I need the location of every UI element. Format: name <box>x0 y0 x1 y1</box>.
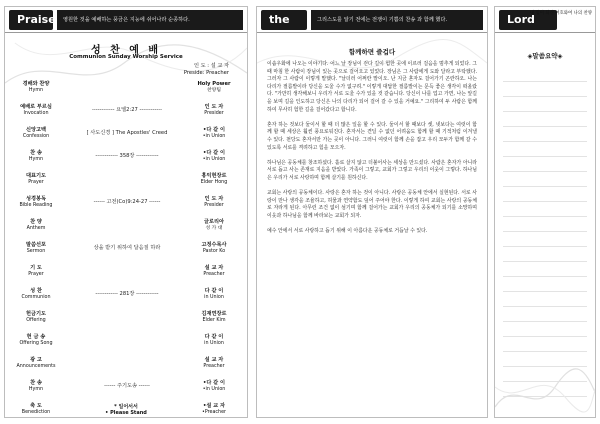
order-item-detail: ------------ 281장 ------------ <box>95 291 159 297</box>
order-item-ko: 대표기도 <box>25 173 47 179</box>
order-item-detail: ------ 고전(Co)9:24-27 ------ <box>93 199 161 205</box>
order-item-en: Hymn <box>28 156 44 162</box>
service-title-en: Communion Sunday Worship Service <box>69 54 183 60</box>
order-item-ko: 헌 금 송 <box>26 334 46 340</box>
sermon-paragraph: 혼자 하는 것보다 둘이서 할 때 더 많은 일을 할 수 있다. 둘이서 할 때보다 셋, 넷보다는 여럿이 함께 할 때 세상은 훨씬 풍요로워진다. 혼자서는 견딜 수 없던 어려움도 함께 할 때 기적처럼 이겨낼 수 있다. 천당도 혼자서만 가는 곳이 아니다. 그러니 여럿이 함께 손을 잡고 우리 모두가 함께 갈 수 있도록 서로를 격려하고 힘을 모으자. <box>267 121 477 151</box>
order-item-ko: 성 찬 <box>30 288 42 294</box>
order-item-label <box>13 173 59 186</box>
order-item-ko: 말씀선포 <box>25 242 47 248</box>
order-item-leader <box>189 357 239 370</box>
order-item-label <box>13 81 59 94</box>
order-item-ko: 헌금기도 <box>25 311 47 317</box>
order-item-en: Anthem <box>26 225 46 231</box>
order-item-en: Hymn <box>28 87 44 93</box>
order-item-label <box>13 380 59 393</box>
sermon-notes-panel <box>494 6 596 418</box>
order-leader-ko: •다 같 이 <box>203 127 225 133</box>
order-item-label <box>13 357 59 370</box>
sermon-paragraph: 예수 안에서 서로 사랑하고 돕기 위해 이 아름다운 공동체로 거듭날 수 있다. <box>267 228 428 235</box>
order-leader-ko: 홍익현장로 <box>201 173 227 179</box>
order-leader-en: Presider <box>204 202 224 208</box>
order-item-leader <box>189 334 239 347</box>
order-leader-en: •in Union <box>202 386 226 392</box>
decorative-vine-icon <box>495 347 596 417</box>
order-leader-ko: Holy Power <box>197 81 231 87</box>
order-row <box>13 380 239 403</box>
summary-heading: ◈말씀요약◈ <box>527 52 563 60</box>
praise-tag: Praise <box>9 10 53 30</box>
sermon-panel <box>256 6 488 418</box>
order-leader-en: Pastor Ko <box>202 248 226 254</box>
header-verse: 내 힘이 되신 여호와여 나의 찬양 <box>529 11 592 16</box>
order-item-ko: 경배와 찬양 <box>22 81 50 87</box>
order-item-label <box>13 150 59 163</box>
order-item-leader <box>189 288 239 301</box>
sermon-paragraph: 교회는 사랑의 공동체이다. 사랑은 혼자 하는 것이 아니다. 사랑은 공동체 안에서 실현된다. 서로 사랑이 만나 생각을 조율하고, 허물과 연약함도 덮어 주어야 한다. 이렇게 하여 교회는 사랑의 공동체로 자라게 된다. 아무런 조건 없이 섬기며 함께 걸어가는 교회가 우리의 공동체가 되기를 소망하며 이웃과 하나님을 함께 바라보는 교회가 되자. <box>267 190 477 219</box>
order-row <box>13 81 239 104</box>
order-row <box>13 357 239 380</box>
sermon-paragraph: 이솝우화에 나오는 이야기다. 어느 날 장님이 걷다 길이 험한 곳에 이르러 걸음을 멈추게 되었다. 그때 마침 한 사람이 장님이 있는 곳으로 걸어오고 있었다. 장님은 그 사람에게 도와 달라고 부탁했다. 그러자 그 사람이 이렇게 말했다. "날더러 어쩌란 말이오. 난 지금 혼자도 걸어가기 곤란하오. 나는 다리가 절름발이라 당신을 도울 수가 없구려." 이렇게 대답한 절름발이는 문득 좋은 생각이 떠올랐다. "가만히 생각해보니 우리가 서로 도울 수가 있을 것 같습니다. 당신이 나를 업고 가면, 나는 앞길을 보며 길을 인도하고 당신은 나의 다리가 되어 걸어 갈 수 있을 거예요." 그리하여 두 사람은 함께하여 무사히 험한 길을 걸어갔다고 합니다. <box>267 61 477 113</box>
order-item-ko: 신앙고백 <box>25 127 47 133</box>
order-item-leader <box>189 81 239 94</box>
order-item-leader <box>189 173 239 186</box>
order-item-leader <box>189 380 239 393</box>
the-tag: the <box>261 10 307 30</box>
order-item-label <box>13 196 59 209</box>
order-item-ko: 찬 양 <box>30 219 42 225</box>
order-row <box>13 311 239 334</box>
order-item-label <box>13 219 59 232</box>
order-leader-ko: •다 같 이 <box>203 150 225 156</box>
order-item-leader <box>189 150 239 163</box>
order-item-en: Invocation <box>23 110 49 116</box>
order-leader-ko: 고정수목사 <box>201 242 227 248</box>
order-list <box>13 81 239 418</box>
order-leader-ko: 다 같 이 <box>204 288 224 294</box>
order-row <box>13 288 239 311</box>
order-item-leader <box>189 127 239 140</box>
stand-note-en: • Please Stand <box>105 410 147 416</box>
order-item-label <box>13 311 59 324</box>
panel-header <box>495 7 595 33</box>
order-item-detail: ------------ 요엘2:27 ------------ <box>92 107 162 113</box>
order-item-en: Offering Song <box>19 340 53 346</box>
order-item-ko: 기 도 <box>30 265 42 271</box>
order-item-ko: 광 고 <box>30 357 42 363</box>
order-item-leader <box>189 219 239 232</box>
order-item-detail: 상을 받기 위하여 달음질 하라 <box>93 245 161 251</box>
order-leader-ko: 설 교 자 <box>204 357 224 363</box>
order-item-en: Offering <box>26 317 46 323</box>
order-item-leader <box>189 265 239 278</box>
order-row <box>13 127 239 150</box>
order-item-ko: 성경봉독 <box>25 196 47 202</box>
order-item-ko: 예배로 부르심 <box>20 104 52 110</box>
order-leader-en: in Union <box>204 340 224 346</box>
order-item-leader <box>189 242 239 255</box>
order-item-detail: [ 사도신경 ] The Apostles' Creed <box>86 130 168 136</box>
order-item-en: Bible Reading <box>19 202 53 208</box>
order-leader-en: •in Union <box>202 156 226 162</box>
order-leader-ko: 다 같 이 <box>204 334 224 340</box>
order-row <box>13 150 239 173</box>
order-item-label <box>13 334 59 347</box>
lord-tag: Lord <box>499 10 557 30</box>
order-of-worship-panel <box>4 6 248 418</box>
order-leader-en: Elder Hong <box>200 179 228 185</box>
order-leader-ko: •다 같 이 <box>203 380 225 386</box>
service-title: 성 찬 예 배 <box>90 45 162 56</box>
order-item-en: Announcements <box>16 363 56 369</box>
stand-note <box>5 404 247 416</box>
order-leader-en: in Union <box>204 294 224 300</box>
order-leader-en: Presider <box>204 110 224 116</box>
order-item-leader <box>189 196 239 209</box>
order-item-label <box>13 127 59 140</box>
order-item-en: Communion <box>21 294 51 300</box>
sermon-title: 함께하면 즐겁다 <box>348 48 396 56</box>
order-leader-en: Preacher <box>203 363 225 369</box>
order-item-label <box>13 288 59 301</box>
header-banner: 영원한 것을 예배하는 풍금은 지능에 쉬어나라 순종하다. <box>57 10 243 30</box>
order-item-label <box>13 265 59 278</box>
order-row <box>13 173 239 196</box>
order-row <box>13 334 239 357</box>
order-leader-en: •Preacher <box>202 409 226 415</box>
order-item-ko: 찬 송 <box>30 380 42 386</box>
order-leader-ko: 김재연장로 <box>201 311 227 317</box>
stand-note-ko: * 일어서서 <box>114 404 138 410</box>
sermon-paragraph: 하나님은 공동체를 창조하셨다. 홀로 살지 않고 더불어사는 세상을 만드셨다. 사람은 혼자가 아니라 서로 돕고 사는 존재로 지음을 받았다. 가족이 그렇고, 교회가 그렇고 우리의 이웃이 그렇다. 하나님은 우리가 서로 사랑하며 함께 살기를 원하신다. <box>267 159 477 181</box>
order-item-en: Hymn <box>28 386 44 392</box>
order-row <box>13 219 239 242</box>
order-item-en: Prayer <box>28 271 44 277</box>
panel-header <box>5 7 247 33</box>
order-item-leader <box>189 104 239 117</box>
presider-label <box>184 63 229 77</box>
header-banner: 그리스도를 알기 전에는 전쟁이 기쁨의 찬송 과 함께 했다. <box>311 10 483 30</box>
order-item-en: Confession <box>22 133 50 139</box>
order-row <box>13 242 239 265</box>
order-item-label <box>13 242 59 255</box>
order-leader-en: Preacher <box>203 271 225 277</box>
presider-ko: 인 도 : 설 교 자 <box>193 63 229 69</box>
order-item-en: Benediction <box>21 409 51 415</box>
order-item-en: Sermon <box>26 248 46 254</box>
order-item-detail: ------ 주기도송 ------ <box>104 383 150 389</box>
order-leader-en: 성 가 대 <box>205 225 223 231</box>
presider-en: Preside: Preacher <box>183 70 229 76</box>
order-row <box>13 104 239 127</box>
order-item-ko: 찬 송 <box>30 150 42 156</box>
order-leader-ko: 인 도 자 <box>204 104 224 110</box>
order-item-ko: 축 도 <box>30 403 42 409</box>
panel-header <box>257 7 487 33</box>
order-item-leader <box>189 311 239 324</box>
order-item-en: Prayer <box>28 179 44 185</box>
order-leader-en: 찬양팀 <box>207 87 221 93</box>
order-leader-en: Elder Kim <box>202 317 226 323</box>
order-leader-ko: 설 교 자 <box>204 265 224 271</box>
order-item-detail: ------------ 358장 ------------ <box>95 153 159 159</box>
order-item-label <box>13 104 59 117</box>
order-leader-en: •in Union <box>202 133 226 139</box>
sermon-body <box>267 61 477 243</box>
order-leader-ko: •설 교 자 <box>203 403 225 409</box>
order-row <box>13 196 239 219</box>
order-row <box>13 265 239 288</box>
order-leader-ko: 인 도 자 <box>204 196 224 202</box>
order-leader-ko: 글로리아 <box>203 219 225 225</box>
